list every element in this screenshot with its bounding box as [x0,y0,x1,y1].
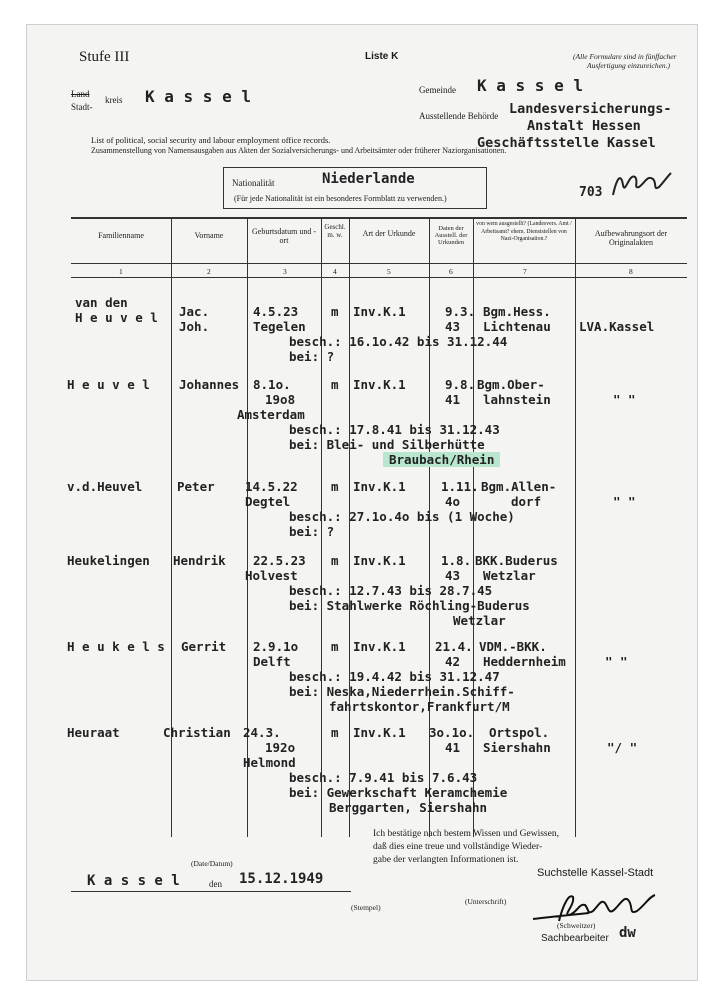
entry-5-bei-2: fahrtskontor,Frankfurt/M [329,699,510,714]
col-divider-5 [429,217,430,837]
col-num-3: 3 [283,267,287,276]
entry-5-ort: " " [605,654,628,669]
entry-2-von-1: Bgm.Ober- [477,377,545,392]
entry-5-name-1: H e u k e l s [67,639,165,654]
behoerde-line-3: Geschäftsstelle Kassel [477,135,656,151]
col-num-5: 5 [387,267,391,276]
col-divider-7 [575,217,576,837]
entry-1-vorname-1: Jac. [179,304,210,319]
table-top-rule [71,217,687,219]
entry-5-datum-2: 42 [445,654,461,669]
col-header-familienname: Familienname [98,231,144,240]
entry-2-besch: besch.: 17.8.41 bis 31.12.43 [289,422,500,437]
entry-4-name-1: Heukelingen [67,553,150,568]
entry-1-name-1: van den [75,295,128,310]
entry-2-sex: m [331,377,339,392]
entry-1-geb-2: Tegelen [253,319,306,334]
entry-6-bei: bei: Gewerkschaft Keramchemie [289,785,508,800]
entry-3-name-1: v.d.Heuvel [67,479,143,494]
entry-2-ort: " " [613,392,636,407]
page-number: 703 [579,185,603,200]
certify-line-2: daß dies eine treue und vollständige Wieder- [373,842,543,852]
entry-1-bei: bei: ? [289,349,335,364]
entry-4-von-2: Wetzlar [483,568,536,583]
entry-4-geb-1: 22.5.23 [253,553,306,568]
entry-6-geb-2: 192o [265,740,296,755]
col-header-aufbewahrung: Aufbewahrungsort der Originalakten [594,229,668,247]
certify-line-1: Ich bestätige nach bestem Wissen und Gewissen, [373,829,559,839]
entry-6-datum-2: 41 [445,740,461,755]
entry-3-von-1: Bgm.Allen- [481,479,557,494]
col-divider-2 [247,217,248,837]
entry-1-von-1: Bgm.Hess. [483,304,551,319]
entry-5-sex: m [331,639,339,654]
entry-1-name-2: H e u v e l [75,310,158,325]
col-header-vorname: Vorname [194,231,224,240]
entry-3-geb-1: 14.5.22 [245,479,298,494]
footer-rule [71,891,351,892]
kreis-label: kreis [105,95,123,105]
stufe-label: Stufe III [79,49,130,65]
entry-5-datum-1: 21.4. [435,639,473,654]
entry-3-art: Inv.K.1 [353,479,406,494]
col-divider-4 [349,217,350,837]
col-num-6: 6 [449,267,453,276]
footer-date: 15.12.1949 [239,871,324,887]
entry-6-art: Inv.K.1 [353,725,406,740]
entry-3-datum-1: 1.11. [441,479,479,494]
nationality-value: Niederlande [322,171,415,187]
formular-note-1: (Alle Formulare sind in fünffacher [573,52,677,61]
col-header-daten: Daten der Ausstell. der Urkunden [434,225,468,246]
col-header-geschlecht: Geschl. m. w. [324,223,346,239]
entry-3-bei: bei: ? [289,524,335,539]
entry-1-datum-1: 9.3. [445,304,476,319]
col-divider-1 [171,217,172,837]
entry-1-sex: m [331,304,339,319]
entry-6-bei-2: Berggarten, Siershahn [329,800,488,815]
entry-4-vorname-1: Hendrik [173,553,226,568]
entry-4-art: Inv.K.1 [353,553,406,568]
entry-5-geb-1: 2.9.1o [253,639,299,654]
entry-6-vorname-1: Christian [163,725,231,740]
subtitle-english: List of political, social security and labour employment office records. [91,135,331,145]
entry-1-besch: besch.: 16.1o.42 bis 31.12.44 [289,334,508,349]
entry-5-besch: besch.: 19.4.42 bis 31.12.47 [289,669,500,684]
behoerde-label: Ausstellende Behörde [419,111,499,121]
entry-2-geb-3: Amsterdam [237,407,305,422]
entry-1-ort: LVA.Kassel [579,319,655,334]
kreis-value: K a s s e l [145,87,251,106]
entry-5-von-1: VDM.-BKK. [479,639,547,654]
entry-6-von-1: Ortspol. [489,725,550,740]
entry-6-geb-3: Helmond [243,755,296,770]
entry-2-datum-1: 9.8. [445,377,476,392]
footer-city: K a s s e l [87,873,180,889]
entry-2-vorname-1: Johannes [179,377,240,392]
entry-1-datum-2: 43 [445,319,461,334]
entry-3-vorname-1: Peter [177,479,215,494]
entry-5-geb-2: Delft [253,654,291,669]
col-num-4: 4 [333,267,337,276]
entry-5-bei: bei: Neska,Niederrhein.Schiff- [289,684,515,699]
nationality-label: Nationalität [232,178,275,188]
initials: dw [619,925,636,941]
unterschrift-label: (Unterschrift) [465,897,507,906]
entry-6-sex: m [331,725,339,740]
entry-3-datum-2: 4o [445,494,461,509]
stempel-label: (Stempel) [351,903,381,912]
entry-2-datum-2: 41 [445,392,461,407]
certify-line-3: gabe der verlangten Informationen ist. [373,855,519,865]
entry-3-sex: m [331,479,339,494]
entry-4-von-1: BKK.Buderus [475,553,558,568]
entry-5-art: Inv.K.1 [353,639,406,654]
col-header-von-wem: von wem ausgestellt? (Landesvers. Amt / Arbeitsamt? ehem. Dienststellen von Nazi-Organisation.? [476,221,572,243]
entry-1-art: Inv.K.1 [353,304,406,319]
entry-4-bei-2: Wetzlar [453,613,506,628]
land-label: Land [71,89,90,99]
suchstelle-label: Suchstelle Kassel-Stadt [537,867,654,879]
col-header-art: Art der Urkunde [362,229,416,238]
entry-4-sex: m [331,553,339,568]
table-num-rule [71,277,687,278]
col-num-7: 7 [523,267,527,276]
sachbearbeiter-label: Sachbearbeiter [541,933,609,944]
entry-6-ort: "/ " [607,740,638,755]
gemeinde-label: Gemeinde [419,85,456,95]
entry-2-bei-2: Braubach/Rhein [383,452,500,467]
entry-5-vorname-1: Gerrit [181,639,227,654]
behoerde-line-2: Anstalt Hessen [527,118,641,134]
entry-4-datum-2: 43 [445,568,461,583]
date-label: (Date/Datum) [191,859,233,868]
table-head-rule [71,263,687,264]
document-sheet [26,24,698,981]
schweitzer-label: (Schweitzer) [557,921,596,930]
entry-3-besch: besch.: 27.1o.4o bis (1 Woche) [289,509,515,524]
entry-3-geb-2: Degtel [245,494,291,509]
entry-6-geb-1: 24.3. [243,725,281,740]
entry-4-besch: besch.: 12.7.43 bis 28.7.45 [289,583,493,598]
col-num-8: 8 [629,267,633,276]
gemeinde-value: K a s s e l [477,76,583,95]
entry-2-name-1: H e u v e l [67,377,150,392]
entry-2-geb-1: 8.1o. [253,377,291,392]
entry-1-von-2: Lichtenau [483,319,551,334]
entry-1-geb-1: 4.5.23 [253,304,299,319]
entry-2-bei: bei: Blei- und Silberhütte [289,437,485,452]
nationality-note: (Für jede Nationalität ist ein besonderes Formblatt zu verwenden.) [234,194,447,203]
signature [529,885,679,934]
col-num-2: 2 [207,267,211,276]
entry-4-datum-1: 1.8. [441,553,472,568]
entry-2-art: Inv.K.1 [353,377,406,392]
entry-1-vorname-2: Joh. [179,319,210,334]
col-header-geburtsdatum: Geburtsdatum und -ort [252,227,316,245]
liste-label: Liste K [365,51,399,62]
entry-5-von-2: Heddernheim [483,654,566,669]
subtitle-german: Zusammenstellung von Namensausgaben aus Akten der Sozialversicherungs- und Arbeitsämter oder früherer Naziorganisationen. [91,146,507,155]
entry-4-geb-2: Holvest [245,568,298,583]
entry-6-datum-1: 3o.1o. [429,725,475,740]
entry-3-ort: " " [613,494,636,509]
entry-6-besch: besch.: 7.9.41 bis 7.6.43 [289,770,478,785]
entry-2-von-2: lahnstein [483,392,551,407]
entry-6-von-2: Siershahn [483,740,551,755]
formular-note-2: Ausfertigung einzureichen.) [587,61,671,70]
entry-3-von-2: dorf [511,494,542,509]
nationality-box [223,167,487,209]
col-num-1: 1 [119,267,123,276]
entry-6-name-1: Heuraat [67,725,120,740]
footer-den: den [209,879,222,889]
behoerde-line-1: Landesversicherungs- [509,101,672,117]
entry-2-geb-2: 19o8 [265,392,296,407]
handwritten-mark [609,169,675,204]
stadt-label: Stadt- [71,102,93,112]
entry-4-bei: bei: Stahlwerke Röchling-Buderus [289,598,530,613]
